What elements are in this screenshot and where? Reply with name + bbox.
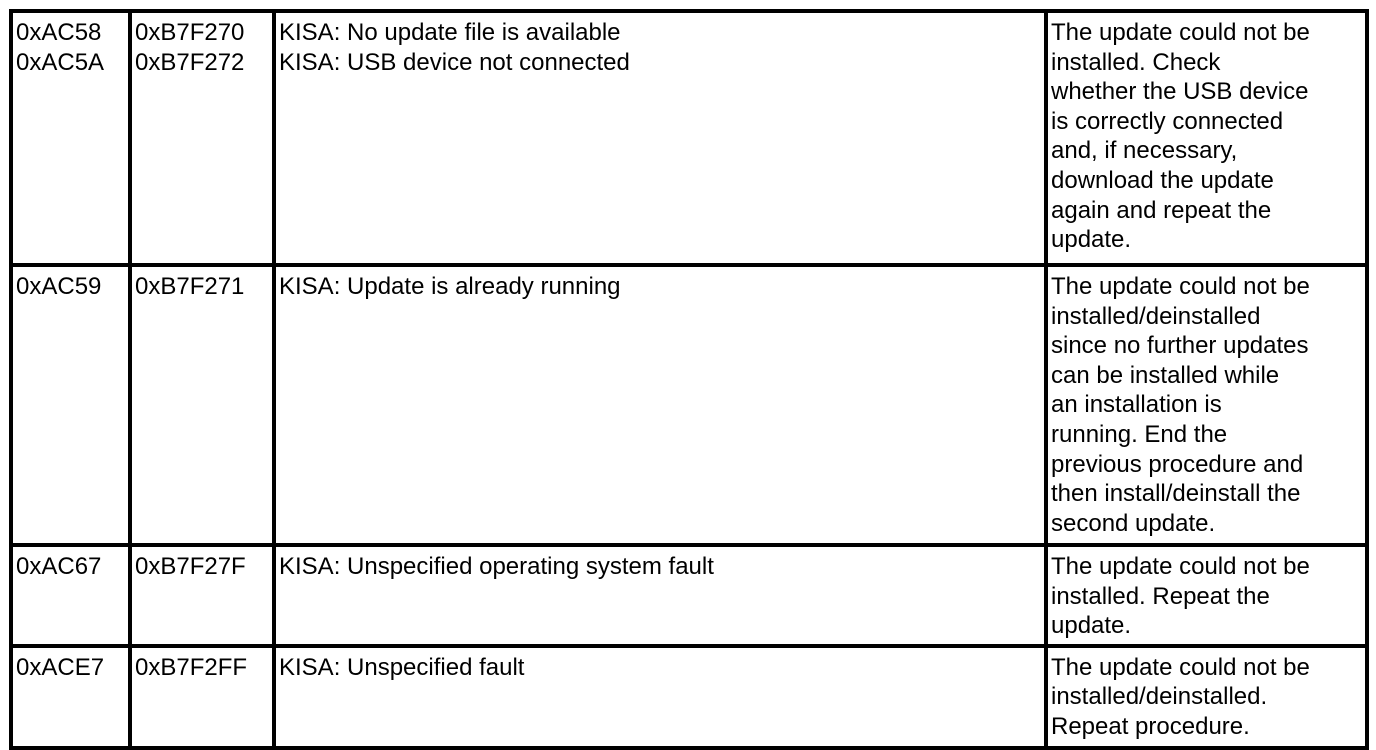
message-cell: KISA: No update file is available KISA: USB device not connected	[274, 11, 1046, 265]
address-cell: 0xB7F270 0xB7F272	[130, 11, 274, 265]
remedy-cell: The update could not be installed. Check whether the USB device is correctly connected and, if necessary, download the update again and repeat the update.	[1046, 11, 1367, 265]
remedy-cell: The update could not be installed/deinstalled. Repeat procedure.	[1046, 646, 1367, 748]
table-row	[11, 11, 1367, 265]
fault-code-table	[9, 9, 1369, 750]
message-cell: KISA: Unspecified operating system fault	[274, 545, 1046, 646]
remedy-cell: The update could not be installed/deinstalled since no further updates can be installed while an installation is running. End the previous procedure and then install/deinstall the second update.	[1046, 265, 1367, 545]
fault-code-cell: 0xAC58 0xAC5A	[11, 11, 130, 265]
fault-table-container	[9, 9, 1369, 750]
table-row	[11, 265, 1367, 545]
table-row	[11, 545, 1367, 646]
message-cell: KISA: Update is already running	[274, 265, 1046, 545]
address-cell: 0xB7F271	[130, 265, 274, 545]
address-cell: 0xB7F2FF	[130, 646, 274, 748]
fault-code-cell: 0xAC67	[11, 545, 130, 646]
fault-code-cell: 0xACE7	[11, 646, 130, 748]
fault-code-cell: 0xAC59	[11, 265, 130, 545]
remedy-cell: The update could not be installed. Repeat the update.	[1046, 545, 1367, 646]
table-row	[11, 646, 1367, 748]
address-cell: 0xB7F27F	[130, 545, 274, 646]
message-cell: KISA: Unspecified fault	[274, 646, 1046, 748]
